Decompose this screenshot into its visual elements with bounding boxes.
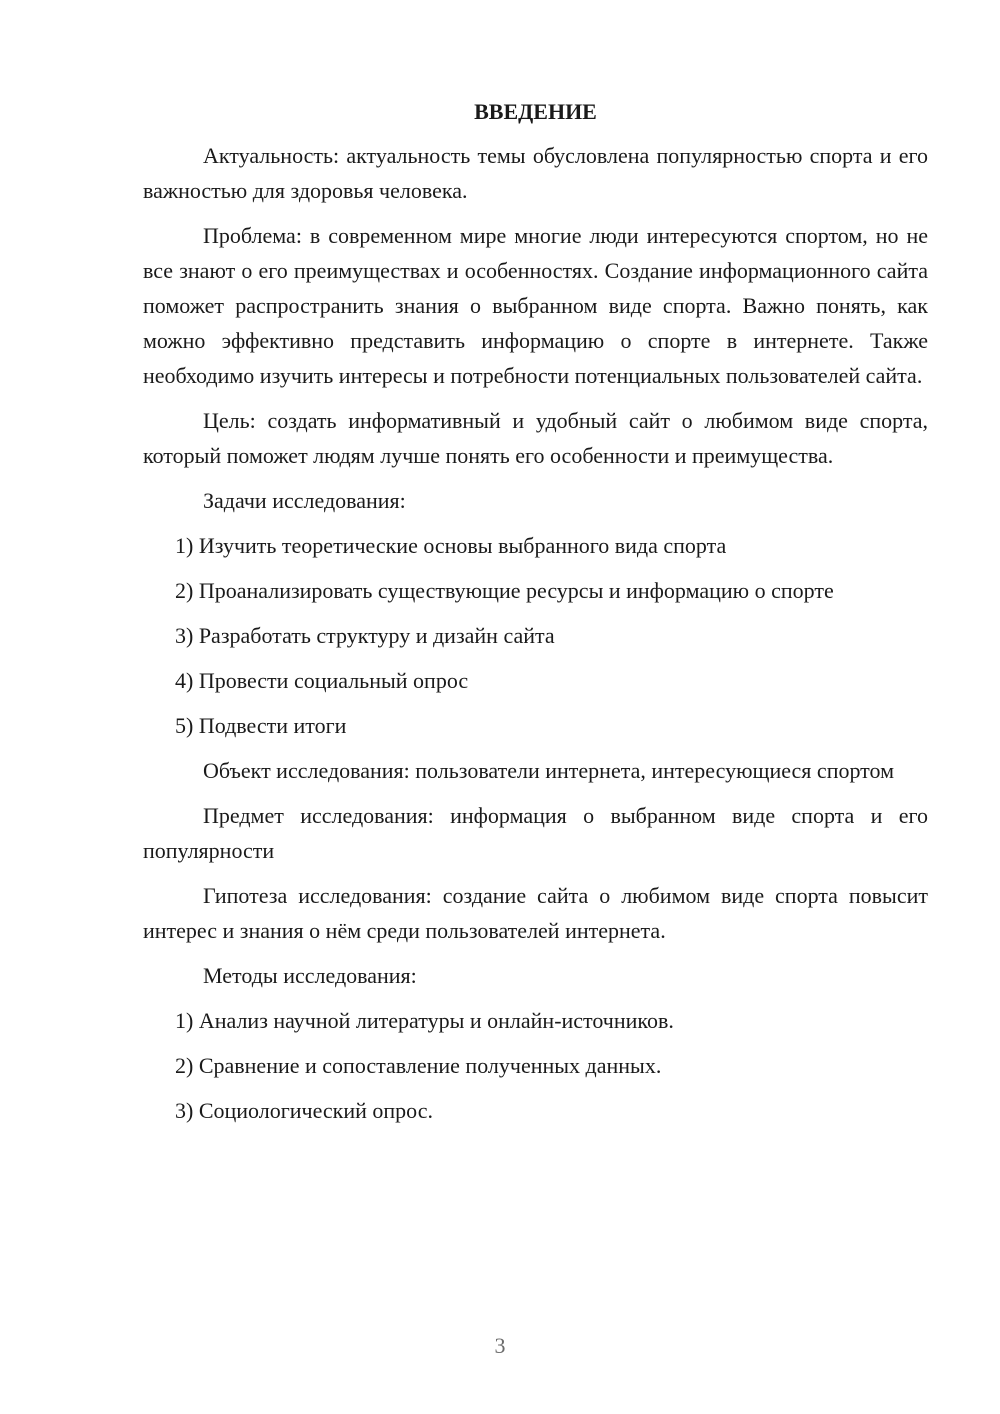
relevance-paragraph: Актуальность: актуальность темы обусловлена популярностью спорта и его важностью для здоровья человека. bbox=[143, 143, 928, 203]
goal-paragraph: Цель: создать информативный и удобный сайт о любимом виде спорта, который поможет людям лучше понять его особенности и преимущества. bbox=[143, 408, 928, 468]
methods-heading: Методы исследования: bbox=[203, 963, 417, 988]
task-item: 3) Разработать структуру и дизайн сайта bbox=[175, 623, 555, 648]
task-item: 1) Изучить теоретические основы выбранного вида спорта bbox=[175, 533, 727, 558]
object-paragraph: Объект исследования: пользователи интернета, интересующиеся спортом bbox=[203, 758, 895, 783]
tasks-heading: Задачи исследования: bbox=[203, 488, 406, 513]
task-item: 2) Проанализировать существующие ресурсы и информацию о спорте bbox=[175, 578, 834, 603]
hypothesis-paragraph: Гипотеза исследования: создание сайта о любимом виде спорта повысит интерес и знания о нём среди пользователей интернета. bbox=[143, 883, 928, 943]
tasks-list bbox=[143, 528, 928, 743]
method-item: 3) Социологический опрос. bbox=[175, 1098, 433, 1123]
method-item: 2) Сравнение и сопоставление полученных данных. bbox=[175, 1053, 662, 1078]
methods-list bbox=[143, 1003, 928, 1128]
page-number: 3 bbox=[494, 1333, 506, 1358]
task-item: 4) Провести социальный опрос bbox=[175, 668, 469, 693]
method-item: 1) Анализ научной литературы и онлайн-источников. bbox=[175, 1008, 674, 1033]
page-title: ВВЕДЕНИЕ bbox=[474, 99, 597, 124]
task-item: 5) Подвести итоги bbox=[175, 713, 347, 738]
problem-paragraph: Проблема: в современном мире многие люди интересуются спортом, но не все знают о его преимуществах и особенностях. Создание информационного сайта поможет распространить знания о выбранном виде спорта. Важно понять, как можно эффективно представить информацию о спорте в интернете. Также необходимо изучить интересы и потребности потенциальных пользователей сайта. bbox=[143, 223, 928, 388]
subject-paragraph: Предмет исследования: информация о выбранном виде спорта и его популярности bbox=[143, 803, 928, 863]
page-content bbox=[143, 96, 928, 1138]
